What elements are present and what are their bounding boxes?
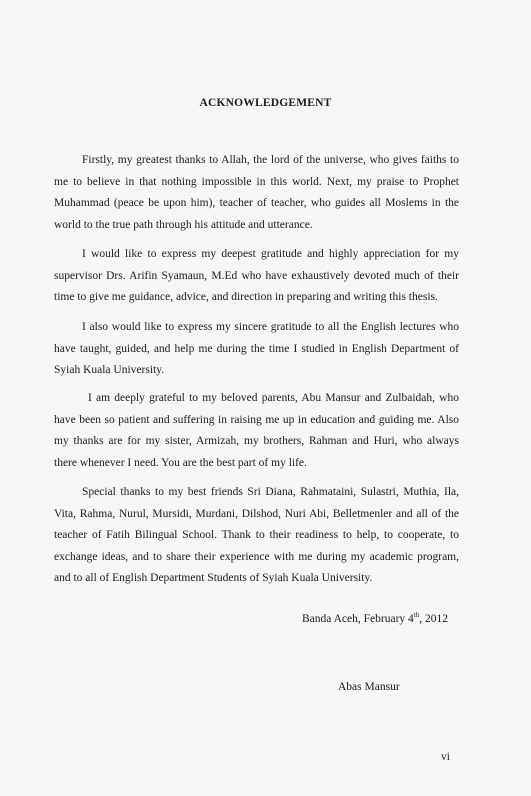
page-title: ACKNOWLEDGEMENT (199, 97, 332, 109)
place-date (302, 611, 448, 625)
page-number: vi (441, 751, 450, 763)
paragraph-lecturers: I also would like to express my sincere gratitude to all the English lectures who have taught, guided, and help me during the time I studied in English Department of Syiah Kuala University. (54, 321, 459, 376)
paragraph-supervisor: I would like to express my deepest gratitude and highly appreciation for my supervisor Drs. Arifin Syamaun, M.Ed who have exhaustively devoted much of their time to give me guidance, advice, and direction in preparing and writing this thesis. (54, 248, 459, 303)
place-date-prefix: Banda Aceh, February 4 (302, 613, 414, 625)
author-signature: Abas Mansur (338, 681, 400, 693)
date-ordinal-suffix: th (413, 611, 420, 619)
date-year: , 2012 (419, 613, 448, 625)
paragraph-friends: Special thanks to my best friends Sri Diana, Rahmataini, Sulastri, Muthia, Ila, Vita, Rahma, Nurul, Mursidi, Murdani, Dilshod, Nuri Abi, Belletmenler and all of the teacher of Fatih Bilingual School. Thank to their readiness to help, to cooperate, to exchange ideas, and to share their experience with me during my academic program, and to all of English Department Students of Syiah Kuala University. (54, 486, 459, 584)
paragraph-thanks-allah: Firstly, my greatest thanks to Allah, the lord of the universe, who gives faiths to me to believe in that nothing impossible in this world. Next, my praise to Prophet Muhammad (peace be upon him), teacher of teacher, who guides all Moslems in the world to the true path through his attitude and utterance. (54, 154, 459, 231)
paragraph-family: I am deeply grateful to my beloved parents, Abu Mansur and Zulbaidah, who have been so patient and suffering in raising me up in education and guiding me. Also my thanks are for my sister, Armizah, my brothers, Rahman and Huri, who always there whenever I need. You are the best part of my life. (54, 392, 459, 469)
